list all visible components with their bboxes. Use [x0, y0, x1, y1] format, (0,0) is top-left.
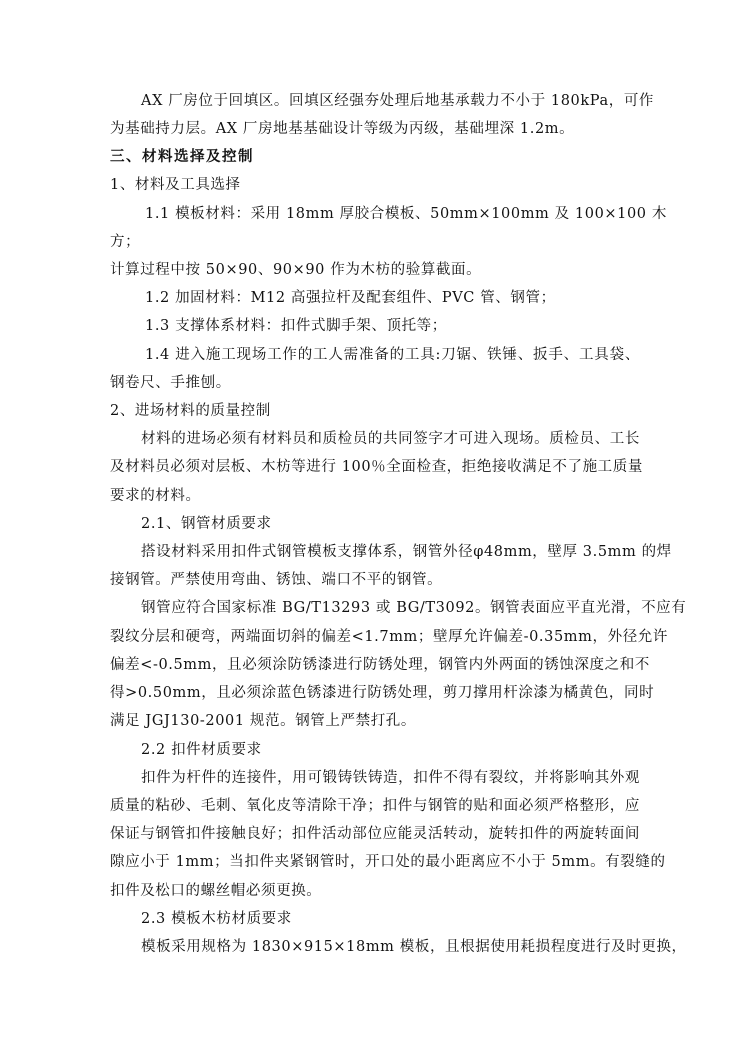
paragraph-line: 搭设材料采用扣件式钢管模板支撑体系，钢管外径φ48mm，壁厚 3.5mm 的焊 [141, 544, 672, 560]
paragraph-line: 满足 JGJ130-2001 规范。钢管上严禁打孔。 [110, 713, 417, 729]
paragraph-line: 模板采用规格为 1830×915×18mm 模板，且根据使用耗损程度进行及时更换， [141, 939, 687, 955]
paragraph-line: 保证与钢管扣件接触良好；扣件活动部位应能灵活转动，旋转扣件的两旋转面间 [110, 826, 640, 842]
paragraph-line: 得>0.50mm，且必须涂蓝色锈漆进行防锈处理，剪刀撑用杆涂漆为橘黄色，同时 [110, 685, 655, 701]
paragraph-line: 扣件为杆件的连接件，用可锻铸铁铸造，扣件不得有裂纹，并将影响其外观 [141, 770, 640, 786]
subsection-heading: 1、材料及工具选择 [110, 177, 241, 193]
subsection-heading: 2.3 模板木枋材质要求 [141, 911, 292, 927]
subsection-heading: 2、进场材料的质量控制 [110, 403, 271, 419]
paragraph-line: 1.1 模板材料：采用 18mm 厚胶合模板、50mm×100mm 及 100×100 木 [145, 206, 667, 222]
paragraph-line: 计算过程中按 50×90、90×90 作为木枋的验算截面。 [110, 262, 482, 278]
paragraph-line: 钢管应符合国家标准 BG/T13293 或 BG/T3092。钢管表面应平直光滑，不应有 [141, 600, 687, 616]
paragraph-line: 扣件及松口的螺丝帽必须更换。 [110, 883, 322, 899]
paragraph-line: 1.2 加固材料：M12 高强拉杆及配套组件、PVC 管、钢管； [145, 290, 556, 306]
subsection-heading: 2.1、钢管材质要求 [141, 516, 272, 532]
section-heading: 三、材料选择及控制 [110, 149, 254, 165]
paragraph-line: 1.3 支撑体系材料：扣件式脚手架、顶托等； [145, 318, 447, 334]
paragraph-line: 接钢管。严禁使用弯曲、锈蚀、端口不平的钢管。 [110, 572, 443, 588]
paragraph-line: 偏差<-0.5mm，且必须涂防锈漆进行防锈处理，钢管内外两面的锈蚀深度之和不 [110, 657, 650, 673]
paragraph-line: AX 厂房位于回填区。回填区经强夯处理后地基承载力不小于 180kPa，可作 [141, 93, 655, 109]
paragraph-line: 材料的进场必须有材料员和质检员的共同签字才可进入现场。质检员、工长 [141, 431, 640, 447]
paragraph-line: 方； [110, 234, 141, 250]
paragraph-line: 及材料员必须对层板、木枋等进行 100％全面检查，拒绝接收满足不了施工质量 [110, 459, 643, 475]
paragraph-line: 裂纹分层和硬弯，两端面切斜的偏差<1.7mm；壁厚允许偏差-0.35mm，外径允许 [110, 629, 668, 645]
paragraph-line: 为基础持力层。AX 厂房地基基础设计等级为丙级，基础埋深 1.2m。 [110, 121, 575, 137]
paragraph-line: 隙应小于 1mm；当扣件夹紧钢管时，开口处的最小距离应不小于 5mm。有裂缝的 [110, 854, 666, 870]
paragraph-line: 质量的粘砂、毛刺、氧化皮等清除干净；扣件与钢管的贴和面必须严格整形，应 [110, 798, 640, 814]
paragraph-line: 要求的材料。 [110, 488, 201, 504]
paragraph-line: 1.4 进入施工现场工作的工人需准备的工具:刀锯、铁锤、扳手、工具袋、 [145, 347, 640, 363]
paragraph-line: 钢卷尺、手推刨。 [110, 375, 231, 391]
subsection-heading: 2.2 扣件材质要求 [141, 742, 262, 758]
